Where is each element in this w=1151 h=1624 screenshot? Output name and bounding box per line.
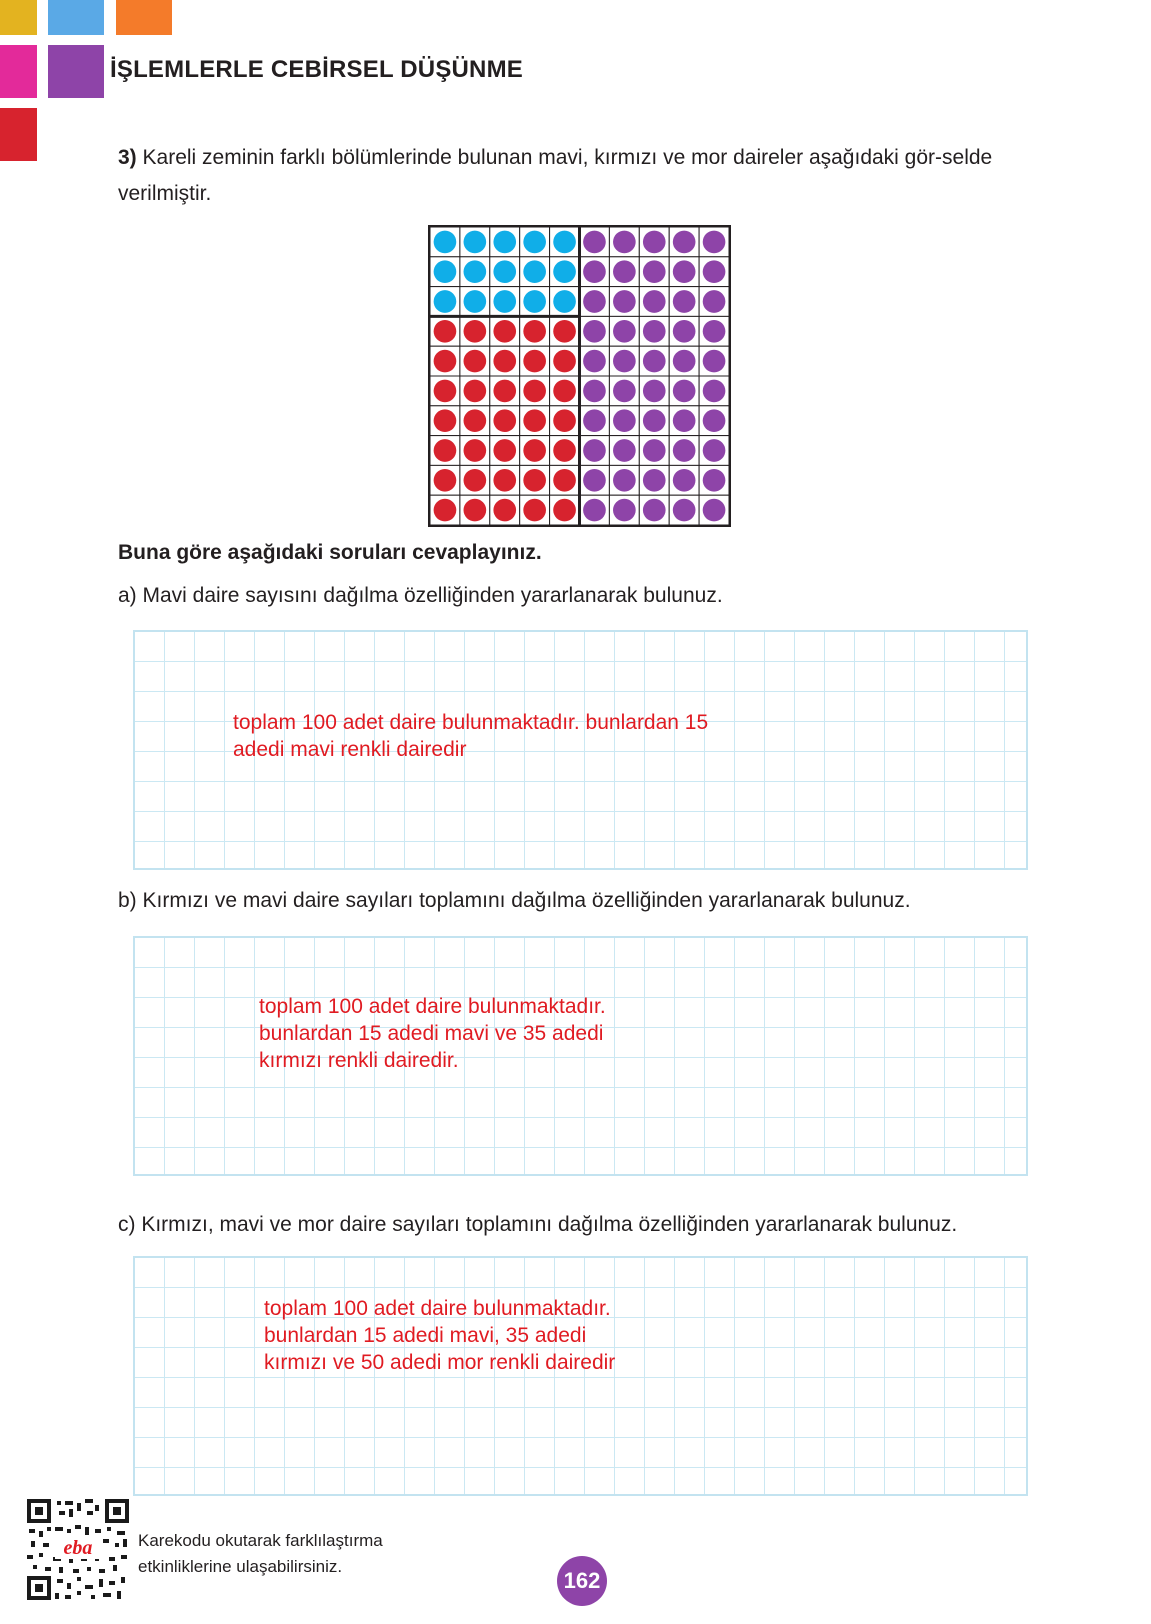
page-number-badge: 162 [557,1556,607,1606]
red-dot [464,320,487,343]
red-dot [553,499,576,522]
purple-dot [703,260,726,283]
purple-dot [583,469,606,492]
purple-dot [613,499,636,522]
purple-dot [643,350,666,373]
blue-dot [553,290,576,313]
purple-dot [583,290,606,313]
purple-dot [613,320,636,343]
red-dot [493,380,516,403]
dot-grid-figure [428,225,731,527]
blue-dot [464,231,487,254]
corner-square-blue [48,0,104,35]
red-dot [523,320,546,343]
blue-dot [523,290,546,313]
answer-grid-c[interactable] [133,1256,1028,1496]
blue-dot [493,290,516,313]
red-dot [464,380,487,403]
blue-dot [434,231,457,254]
corner-square-orange [116,0,172,35]
purple-dot [643,439,666,462]
purple-dot [673,380,696,403]
qr-code-icon[interactable] [25,1497,131,1602]
red-dot [464,409,487,432]
blue-dot [523,231,546,254]
red-dot [553,409,576,432]
instruction: Buna göre aşağıdaki soruları cevaplayınız. [118,541,542,564]
red-dot [523,499,546,522]
purple-dot [643,469,666,492]
corner-square-purple [48,45,104,98]
corner-square-red [0,108,37,161]
purple-dot [673,260,696,283]
purple-dot [613,439,636,462]
red-dot [464,469,487,492]
purple-dot [583,320,606,343]
purple-dot [643,260,666,283]
red-dot [434,439,457,462]
red-dot [523,350,546,373]
purple-dot [583,350,606,373]
purple-dot [613,350,636,373]
red-dot [464,350,487,373]
blue-dot [434,260,457,283]
purple-dot [703,439,726,462]
red-dot [493,469,516,492]
purple-dot [703,469,726,492]
answer-text-c: toplam 100 adet daire bulunmaktadır. bunlardan 15 adedi mavi, 35 adedi kırmızı ve 50 adedi mor renkli dairedir [264,1297,616,1374]
purple-dot [673,499,696,522]
question-part-a: a) Mavi daire sayısını dağılma özelliğinden yararlanarak bulunuz. [118,584,723,607]
red-dot [553,439,576,462]
red-dot [493,409,516,432]
purple-dot [613,231,636,254]
purple-dot [583,231,606,254]
dot-grid-svg [430,227,729,525]
red-dot [523,409,546,432]
red-dot [464,439,487,462]
red-dot [553,350,576,373]
answer-text-b: toplam 100 adet daire bulunmaktadır. bunlardan 15 adedi mavi ve 35 adedi kırmızı renkli dairedir. [259,995,606,1072]
question-3 [118,140,1053,212]
purple-dot [673,469,696,492]
purple-dot [703,409,726,432]
question-text: Kareli zeminin farklı bölümlerinde bulunan mavi, kırmızı ve mor daireler aşağıdaki gör-selde verilmiştir. [118,146,993,205]
blue-dot [493,231,516,254]
question-number: 3) [118,146,137,169]
purple-dot [613,469,636,492]
red-dot [434,350,457,373]
red-dot [523,469,546,492]
red-dot [434,409,457,432]
purple-dot [613,409,636,432]
purple-dot [703,350,726,373]
blue-dot [493,260,516,283]
red-dot [523,380,546,403]
red-dot [493,350,516,373]
purple-dot [673,409,696,432]
purple-dot [643,290,666,313]
purple-dot [643,320,666,343]
unit-title: İŞLEMLERLE CEBİRSEL DÜŞÜNME [110,56,523,83]
purple-dot [613,290,636,313]
purple-dot [673,350,696,373]
red-dot [493,320,516,343]
red-dot [523,439,546,462]
corner-square-pink [0,45,37,98]
purple-dot [643,499,666,522]
red-dot [553,320,576,343]
red-dot [464,499,487,522]
blue-dot [464,290,487,313]
purple-dot [703,499,726,522]
question-part-c: c) Kırmızı, mavi ve mor daire sayıları toplamını dağılma özelliğinden yararlanarak bulunuz. [118,1213,958,1236]
red-dot [553,380,576,403]
purple-dot [583,409,606,432]
purple-dot [673,290,696,313]
blue-dot [553,231,576,254]
qr-note: Karekodu okutarak farklılaştırma etkinliklerine ulaşabilirsiniz. [138,1531,383,1576]
purple-dot [613,380,636,403]
purple-dot [673,320,696,343]
red-dot [553,469,576,492]
purple-dot [583,380,606,403]
purple-dot [703,380,726,403]
purple-dot [673,231,696,254]
blue-dot [553,260,576,283]
red-dot [434,380,457,403]
red-dot [434,320,457,343]
question-part-b: b) Kırmızı ve mavi daire sayıları toplamını dağılma özelliğinden yararlanarak bulunuz. [118,889,911,912]
red-dot [434,469,457,492]
purple-dot [583,439,606,462]
corner-square-yellow [0,0,37,35]
purple-dot [643,380,666,403]
red-dot [493,439,516,462]
purple-dot [613,260,636,283]
purple-dot [703,231,726,254]
purple-dot [703,290,726,313]
blue-dot [523,260,546,283]
purple-dot [673,439,696,462]
purple-dot [703,320,726,343]
purple-dot [643,409,666,432]
purple-dot [643,231,666,254]
purple-dot [583,260,606,283]
blue-dot [434,290,457,313]
answer-text-a: toplam 100 adet daire bulunmaktadır. bunlardan 15 adedi mavi renkli dairedir [233,711,709,761]
blue-dot [464,260,487,283]
purple-dot [583,499,606,522]
qr-logo-text: eba [63,1537,93,1559]
red-dot [493,499,516,522]
red-dot [434,499,457,522]
